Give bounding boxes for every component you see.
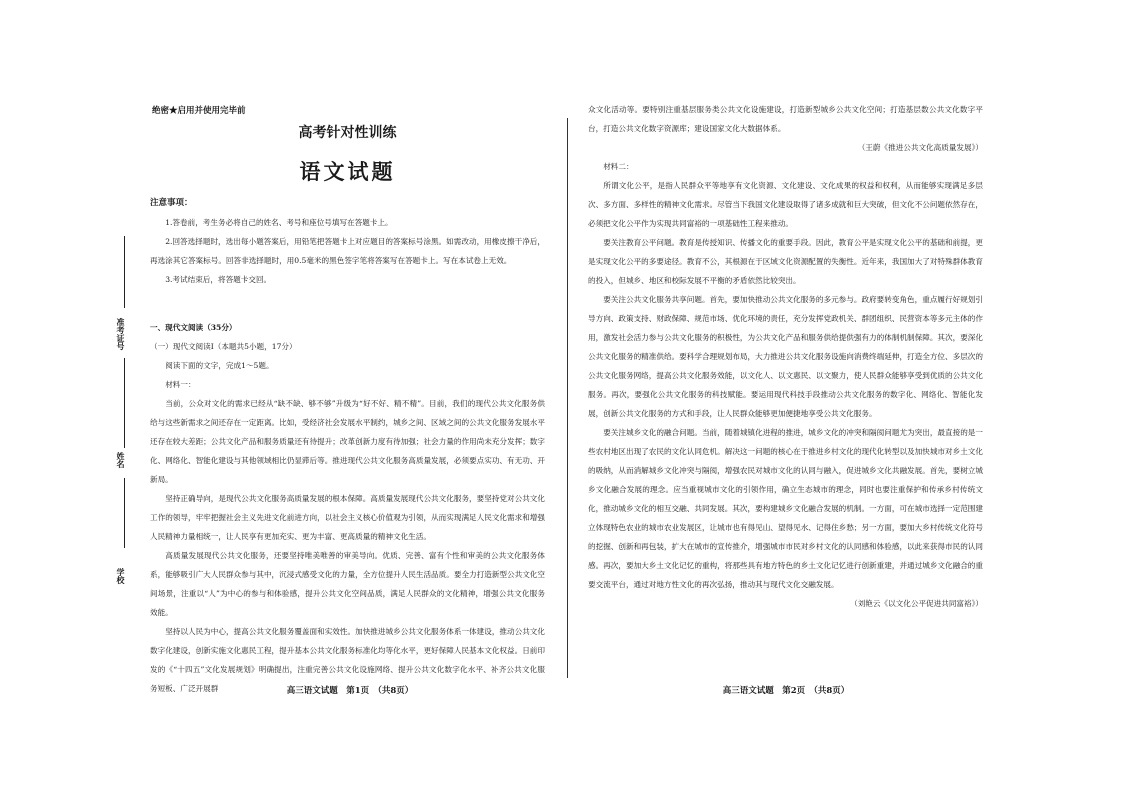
exam-subtitle: 高考针对性训练 xyxy=(298,125,397,141)
source-citation: （王蔚《推进公共文化高质量发展》） xyxy=(857,143,983,152)
source-citation: （刘艳云《以文化公平促进共同富裕》） xyxy=(850,599,983,608)
section-subtitle: （一）现代文阅读Ⅰ（本题共5小题，17分） xyxy=(150,342,297,351)
page-footer-left: 高三语文试题 第1页 （共8页） xyxy=(286,686,414,696)
page-footer-right: 高三语文试题 第2页 （共8页） xyxy=(722,686,850,696)
material-1-body xyxy=(150,394,545,698)
binding-line xyxy=(124,358,125,448)
binding-line xyxy=(124,478,125,548)
name-label: 姓名 xyxy=(116,452,126,468)
paragraph: 坚持以人民为中心，提高公共文化服务覆盖面和实效性。加快推进城乡公共文化服务体系一体建设，推动公共文化数字化建设，创新实施文化惠民工程，提升基本公共文化服务标准化均等化水平，更好保障人民基本文化权益。日前印发的《“十四五”文化发展规划》明确提出，注重完善公共文化设施网络、提升公共文化数字化水平、补齐公共文化服务短板、广泛开展群 xyxy=(150,627,545,693)
note-item: 1.答卷前，考生务必将自己的姓名、考号和座位号填写在答题卡上。 xyxy=(165,218,393,227)
paragraph: 当前，公众对文化的需求已经从“缺不缺、够不够”升级为“好不好、精不精”。目前，我们的现代公共文化服务供给与这些新需求之间还存在一定距离。比如，受经济社会发展水平制约，城乡之间、区域之间的公共文化服务发展水平还存在较大差距；公共文化产品和服务质量还有待提升；改革创新力度有待加强；社会力量的作用尚未充分发挥；数字化、网络化、智能化建设与其他领域相比仍显滞后等。推进现代公共文化服务高质量发展，必须要点实功、有无功、开新局。 xyxy=(150,399,545,484)
notes-list xyxy=(150,213,545,289)
section-header xyxy=(150,318,545,394)
exam-title: 语文试题 xyxy=(299,159,396,184)
paragraph: 高质量发展现代公共文化服务，还要坚持唯美唯善的审美导向。优质、完善、富有个性和审美的公共文化服务体系，能够吸引广大人民群众参与其中，沉浸式感受文化的力量，全方位提升人民生活品质。要全力打造新型公共文化空间场景，注重以“人”为中心的参与和体验感，提升公共文化空间品质，满足人民群众的文化精神，增强公共文化服务效能。 xyxy=(150,551,545,617)
paragraph: 要关注教育公平问题。教育是传授知识、传播文化的重要手段。因此，教育公平是实现文化公平的基础和前提，更是实现文化公平的多要途径。教育不公，其根源在于区域文化资源配置的失衡性。近年来，我国加大了对特殊群体教育的投入，但城乡、地区和校际发展不平衡的矛盾依然比较突出。 xyxy=(588,238,983,285)
note-item: 3.考试结束后，将答题卡交回。 xyxy=(165,275,272,284)
material-2-label: 材料二： xyxy=(603,162,634,171)
instruction: 阅读下面的文字，完成1～5题。 xyxy=(165,361,274,370)
paragraph: 所谓文化公平，是指人民群众平等地享有文化资源、文化建设、文化成果的权益和权利，从而能够实现满足多层次、多方面、多样性的精神文化需求。尽管当下我国文化建设取得了诸多成就和巨大突破，但文化不公问题依然存在，必须把文化公平作为实现共同富裕的一项基础性工程来推动。 xyxy=(588,181,983,228)
paragraph: 要关注城乡文化的融合问题。当前，随着城镇化进程的推进，城乡文化的冲突和隔阂问题尤为突出，最直接的是一些农村地区出现了农民的文化认同危机。解决这一问题的核心在于推进乡村文化的现代化转型以及加快城市对乡土文化的吸纳，从而消解城乡文化冲突与隔阂，增强农民对城市文化的认同与融入，促进城乡文化共融发展。首先，要树立城乡文化融合发展的理念。应当重视城市文化的引领作用，确立生态城市的理念，同时也要注重保护和传承乡村传统文化，推动城乡文化的相互交融、共同发展。其次，要构建城乡文化融合发展的机制。一方面，可在城市选择一定范围建立体现特色农业的城市农业发展区，让城市也有得见山、望得见水、记得住乡愁；另一方面，要加大乡村传统文化符号的挖掘、创新和再包装，扩大在城市的宣传推介，增强城市市民对乡村文化的认同感和体验感，以此来获得市民的认同感。再次，要加大乡土文化记忆的重构，将那些具有地方特色的乡土文化记忆进行创新重建，并通过城乡文化融合的重要交流平台，通过对地方性文化的再次弘扬，推动其与现代文化交融发展。 xyxy=(588,428,983,589)
paragraph: 众文化活动等。要特别注重基层服务类公共文化设施建设，打造新型城乡公共文化空间；打造基层数公共文化数字平台，打造公共文化数字资源库；建设国家文化大数据体系。 xyxy=(588,105,983,133)
note-item: 2.回答选择题时，选出每小题答案后，用铅笔把答题卡上对应题目的答案标号涂黑。如需改动，用橡皮擦干净后，再选涂其它答案标号。回答非选择题时，用0.5毫米的黑色签字笔将答案写在答题卡上。写在本试卷上无效。 xyxy=(150,237,545,265)
paragraph: 要关注公共文化服务共享问题。首先，要加快推动公共文化服务的多元参与。政府要转变角色，重点履行好规划引导方向、政策支持、财政保障、规范市场、优化环境的责任，充分发挥党政机关、群团组织、民营资本等多元主体的作用，激发社会活力参与公共文化服务的积极性，为公共文化产品和服务供给提供强有力的体制机制保障。其次，要深化公共文化服务的精准供给。要科学合理规划布局，大力推进公共文化服务设施向消费终端延伸，打造全方位、多层次的公共文化服务网络，提高公共文化服务效能，以文化人、以文惠民、以文聚力，使人民群众能够享受到优质的公共文化服务。再次，要强化公共文化服务的科技赋能。要运用现代科技手段推动公共文化服务的数字化、网络化、智能化发展，创新公共文化服务的方式和手段，让人民群众能够更加便捷地享受公共文化服务。 xyxy=(588,295,983,418)
page-2 xyxy=(588,100,983,700)
confidential-mark: 绝密★启用并使用完毕前 xyxy=(152,106,246,116)
page-1 xyxy=(150,100,545,700)
school-label: 学校 xyxy=(116,568,126,584)
notes-heading: 注意事项： xyxy=(150,198,193,208)
exam-number-label: 准考证号 xyxy=(116,318,126,350)
material-1-continued xyxy=(588,100,983,613)
page-divider xyxy=(567,118,568,678)
paragraph: 坚持正确导向，是现代公共文化服务高质量发展的根本保障。高质量发展现代公共文化服务，要坚持党对公共文化工作的领导，牢牢把握社会主义先进文化前进方向，以社会主义核心价值观为引领，从而实现满足人民文化需求和增强人民精神力量相统一，让人民享有更加充实、更为丰富、更高质量的精神文化生活。 xyxy=(150,494,545,541)
binding-line xyxy=(124,236,125,308)
section-title: 一、现代文阅读（35分） xyxy=(150,323,237,332)
material-1-label: 材料一： xyxy=(165,380,196,389)
